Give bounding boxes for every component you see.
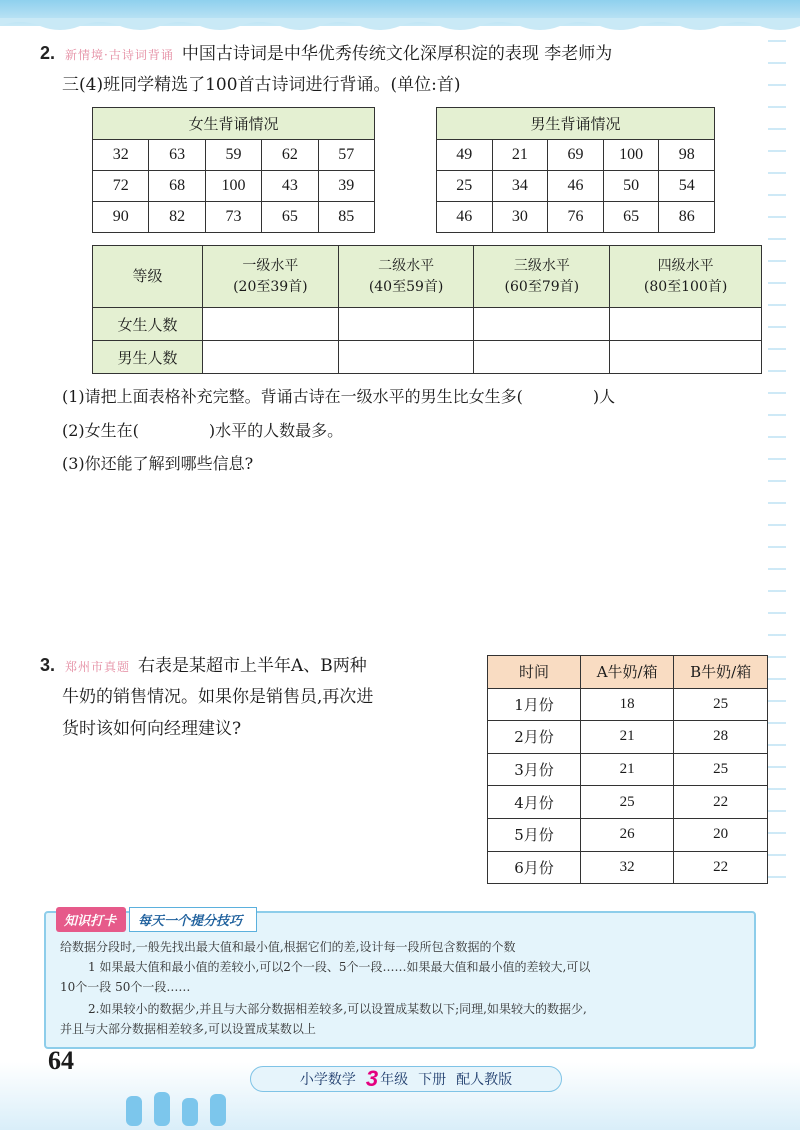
table-cell: 85 bbox=[318, 202, 374, 233]
level-range: (60至79首) bbox=[504, 278, 580, 295]
month-cell: 5月份 bbox=[488, 818, 581, 851]
grade: 年级 bbox=[380, 1071, 409, 1087]
level-col-2 bbox=[338, 246, 474, 308]
table-cell: 73 bbox=[205, 202, 261, 233]
table-cell: 86 bbox=[659, 202, 715, 233]
tip-sublabel: 每天一个提分技巧 bbox=[129, 907, 257, 932]
table-row bbox=[488, 721, 768, 754]
table-row bbox=[437, 140, 715, 171]
table-cell: 50 bbox=[603, 171, 659, 202]
table-cell: 63 bbox=[149, 140, 205, 171]
problem-tag: 郑州市真题 bbox=[65, 660, 131, 674]
table-row bbox=[437, 202, 715, 233]
level-range: (80至100首) bbox=[643, 278, 728, 295]
edition: 配人教版 bbox=[456, 1071, 513, 1087]
answer-cell[interactable] bbox=[474, 341, 610, 374]
boys-score-table bbox=[436, 107, 715, 233]
table-cell: 32 bbox=[93, 140, 149, 171]
table-cell: 59 bbox=[205, 140, 261, 171]
level-name: 四级水平 bbox=[657, 257, 714, 274]
month-cell: 1月份 bbox=[488, 688, 581, 721]
question-text: (1)请把上面表格补充完整。背诵古诗在一级水平的男生比女生多( bbox=[62, 387, 523, 406]
table-row bbox=[488, 851, 768, 884]
tip-line: 1 如果最大值和最小值的差较小,可以2个一段、5个一段……如果最大值和最小值的差较大,可以 bbox=[88, 960, 591, 974]
girls-score-table bbox=[92, 107, 375, 233]
table-cell: 62 bbox=[262, 140, 318, 171]
row-label-girls: 女生人数 bbox=[93, 308, 203, 341]
footer-figure-decoration bbox=[120, 1090, 240, 1126]
table-cell: 21 bbox=[492, 140, 548, 171]
table-row bbox=[93, 202, 375, 233]
tip-line: 10个一段 50个一段…… bbox=[60, 980, 191, 994]
top-wave-band bbox=[0, 0, 800, 26]
question-1 bbox=[62, 384, 615, 407]
table-row bbox=[93, 308, 762, 341]
girls-table-title: 女生背诵情况 bbox=[93, 108, 375, 140]
table-cell: 46 bbox=[437, 202, 493, 233]
problem-number: 3. bbox=[40, 655, 56, 675]
problem-number: 2. bbox=[40, 43, 56, 63]
month-cell: 3月份 bbox=[488, 753, 581, 786]
boys-table-title: 男生背诵情况 bbox=[437, 108, 715, 140]
table-cell: 25 bbox=[581, 786, 674, 819]
book-label bbox=[250, 1066, 562, 1092]
subject: 小学数学 bbox=[299, 1071, 356, 1087]
table-cell: 90 bbox=[93, 202, 149, 233]
level-name: 三级水平 bbox=[513, 257, 570, 274]
table-cell: 25 bbox=[674, 688, 768, 721]
question-3: (3)你还能了解到哪些信息? bbox=[62, 454, 254, 473]
table-cell: 32 bbox=[581, 851, 674, 884]
table-cell: 76 bbox=[548, 202, 604, 233]
table-cell: 21 bbox=[581, 753, 674, 786]
grade-number: 3 bbox=[365, 1066, 379, 1091]
table-cell: 34 bbox=[492, 171, 548, 202]
col-header-a: A牛奶/箱 bbox=[581, 656, 674, 689]
tip-line: 2.如果较小的数据少,并且与大部分数据相差较多,可以设置成某数以下;同理,如果较大的数据少, bbox=[88, 1002, 587, 1016]
table-cell: 65 bbox=[603, 202, 659, 233]
answer-cell[interactable] bbox=[610, 341, 762, 374]
tip-label: 知识打卡 bbox=[56, 907, 126, 932]
table-cell: 54 bbox=[659, 171, 715, 202]
question-text: (2)女生在( bbox=[62, 421, 139, 440]
table-row bbox=[93, 341, 762, 374]
milk-sales-table bbox=[487, 655, 768, 884]
problem-3-line3: 货时该如何向经理建议? bbox=[62, 719, 242, 739]
table-cell: 25 bbox=[674, 753, 768, 786]
table-row bbox=[437, 171, 715, 202]
question-2 bbox=[62, 418, 343, 441]
problem-text: 右表是某超市上半年A、B两种 bbox=[138, 656, 367, 676]
table-cell: 65 bbox=[262, 202, 318, 233]
level-col-1 bbox=[203, 246, 339, 308]
table-cell: 26 bbox=[581, 818, 674, 851]
table-row bbox=[488, 753, 768, 786]
answer-cell[interactable] bbox=[610, 308, 762, 341]
month-cell: 4月份 bbox=[488, 786, 581, 819]
table-cell: 22 bbox=[674, 786, 768, 819]
volume: 下册 bbox=[418, 1071, 447, 1087]
table-cell: 30 bbox=[492, 202, 548, 233]
col-header-b: B牛奶/箱 bbox=[674, 656, 768, 689]
problem-2-line1 bbox=[40, 38, 612, 70]
table-cell: 20 bbox=[674, 818, 768, 851]
tip-line: 并且与大部分数据相差较多,可以设置成某数以上 bbox=[60, 1022, 316, 1036]
problem-3-line2: 牛奶的销售情况。如果你是销售员,再次进 bbox=[62, 687, 374, 707]
tip-line: 给数据分段时,一般先找出最大值和最小值,根据它们的差,设计每一段所包含数据的个数 bbox=[60, 940, 516, 954]
tip-header bbox=[56, 907, 257, 931]
table-row bbox=[488, 688, 768, 721]
problem-2-line2: 三(4)班同学精选了100首古诗词进行背诵。(单位:首) bbox=[62, 75, 461, 95]
table-cell: 49 bbox=[437, 140, 493, 171]
table-cell: 68 bbox=[149, 171, 205, 202]
table-cell: 25 bbox=[437, 171, 493, 202]
table-row bbox=[488, 818, 768, 851]
table-cell: 43 bbox=[262, 171, 318, 202]
level-col-3 bbox=[474, 246, 610, 308]
wave-decoration bbox=[0, 18, 800, 38]
question-text: )水平的人数最多。 bbox=[208, 421, 344, 440]
answer-cell[interactable] bbox=[338, 341, 474, 374]
table-cell: 82 bbox=[149, 202, 205, 233]
table-cell: 22 bbox=[674, 851, 768, 884]
table-cell: 39 bbox=[318, 171, 374, 202]
level-name: 一级水平 bbox=[242, 257, 299, 274]
level-range: (20至39首) bbox=[233, 278, 308, 295]
table-row bbox=[488, 786, 768, 819]
problem-3-line1 bbox=[40, 650, 367, 682]
table-cell: 46 bbox=[548, 171, 604, 202]
table-cell: 100 bbox=[603, 140, 659, 171]
answer-cell[interactable] bbox=[203, 341, 339, 374]
col-header-time: 时间 bbox=[488, 656, 581, 689]
month-cell: 2月份 bbox=[488, 721, 581, 754]
table-row bbox=[93, 171, 375, 202]
table-cell: 21 bbox=[581, 721, 674, 754]
level-col-4 bbox=[610, 246, 762, 308]
side-decoration bbox=[768, 40, 786, 890]
level-range: (40至59首) bbox=[368, 278, 444, 295]
table-cell: 57 bbox=[318, 140, 374, 171]
row-label-boys: 男生人数 bbox=[93, 341, 203, 374]
table-cell: 72 bbox=[93, 171, 149, 202]
level-count-table bbox=[92, 245, 762, 374]
answer-cell[interactable] bbox=[338, 308, 474, 341]
table-cell: 69 bbox=[548, 140, 604, 171]
level-header: 等级 bbox=[93, 246, 203, 308]
question-text: )人 bbox=[592, 387, 616, 406]
problem-tag: 新情境·古诗词背诵 bbox=[65, 48, 174, 62]
table-cell: 98 bbox=[659, 140, 715, 171]
table-cell: 100 bbox=[205, 171, 261, 202]
table-cell: 28 bbox=[674, 721, 768, 754]
page-number: 64 bbox=[48, 1046, 74, 1075]
month-cell: 6月份 bbox=[488, 851, 581, 884]
level-name: 二级水平 bbox=[378, 257, 435, 274]
problem-text: 中国古诗词是中华优秀传统文化深厚积淀的表现 李老师为 bbox=[181, 44, 613, 64]
answer-cell[interactable] bbox=[474, 308, 610, 341]
table-row bbox=[93, 140, 375, 171]
answer-cell[interactable] bbox=[203, 308, 339, 341]
table-cell: 18 bbox=[581, 688, 674, 721]
